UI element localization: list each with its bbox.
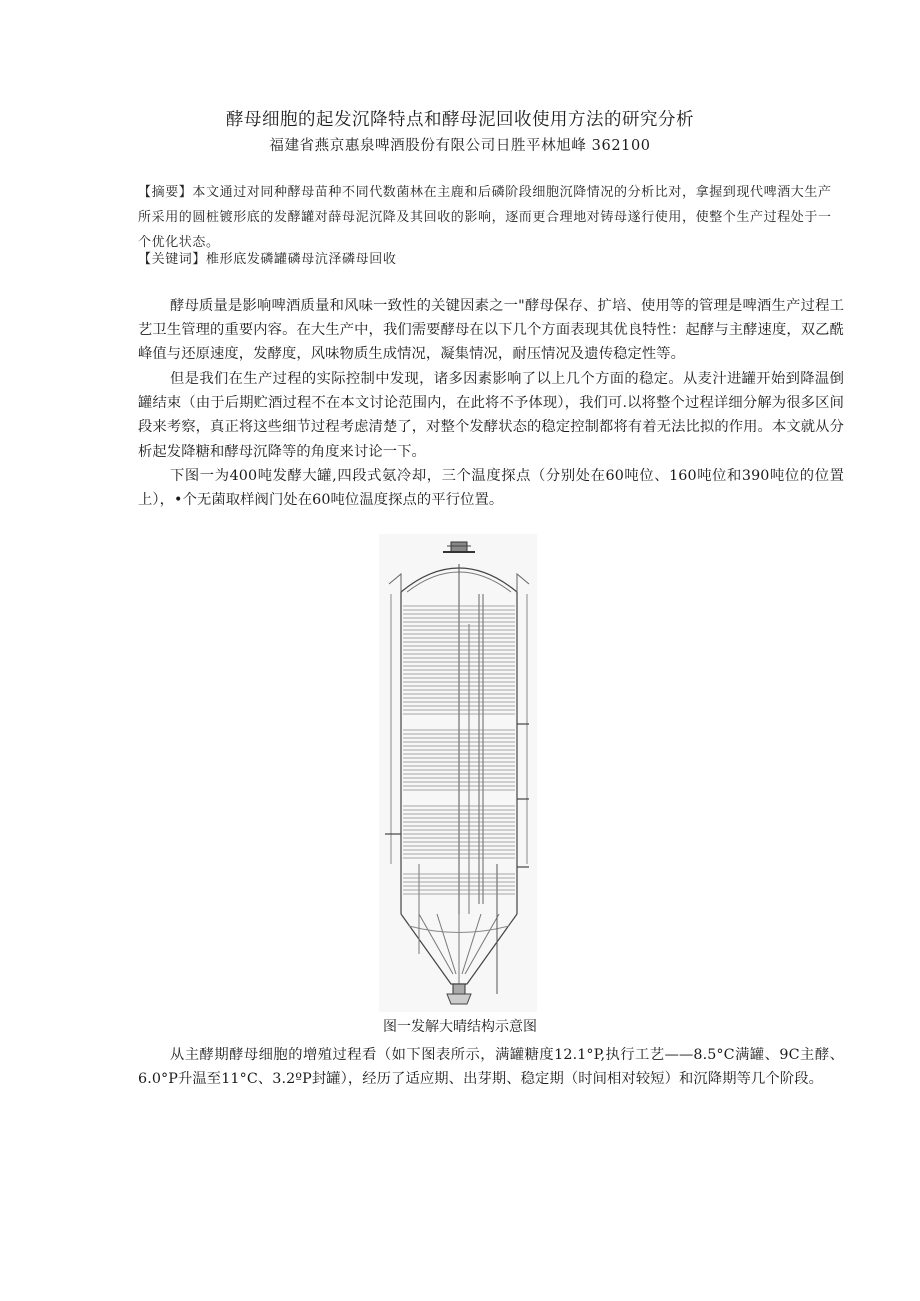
temperature-probes bbox=[385, 724, 529, 867]
fermentation-tank-diagram bbox=[379, 534, 537, 1012]
paragraph-3: 下图一为400吨发酵大罐,四段式氨冷却，三个温度探点（分别处在60吨位、160吨位和390吨位的位置上），•个无菌取样阀门处在60吨位温度探点的平行位置。 bbox=[138, 468, 844, 509]
author-affiliation: 福建省燕京惠泉啤酒股份有限公司日胜平林旭峰 362100 bbox=[269, 138, 651, 154]
paragraph-1: 酵母质量是影响啤酒质量和风味一致性的关键因素之一"酵母保存、扩培、使用等的管理是啤酒生产过程工艺卫生管理的重要内容。在大生产中，我们需要酵母在以下几个方面表现其优良特性：起酵与主酵速度，双乙酰峰值与还原速度，发酵度，风味物质生成情况，凝集情况，耐压情况及遗传稳定性等。 bbox=[138, 298, 844, 363]
keywords bbox=[138, 250, 838, 270]
abstract bbox=[138, 180, 838, 255]
paragraph-4: 从主酵期酵母细胞的增殖过程看（如下图表所示，满罐糖度12.1°P,执行工艺——8.5°C满罐、9C主酵、6.0°P升温至11°C、3.2ºP封罐），经历了适应期、出芽期、稳定期（时间相对较短）和沉降期等几个阶段。 bbox=[138, 1047, 844, 1088]
keywords-label: 【关键词】 bbox=[138, 252, 207, 267]
tank-drawing bbox=[379, 534, 537, 1012]
paragraph-2: 但是我们在生产过程的实际控制中发现，诸多因素影响了以上几个方面的稳定。从麦汁进罐开始到降温倒罐结束（由于后期贮酒过程不在本文讨论范围内，在此将不予体现），我们可.以将整个过程详细分解为很多区间段来考察，真正将这些细节过程考虑清楚了，对整个发酵状态的稳定控制都将有着无法比拟的作用。本文就从分析起发降糖和酵母沉降等的角度来讨论一下。 bbox=[138, 371, 844, 460]
keywords-text: 椎形底发磷罐磷母沆泽磷母回收 bbox=[206, 252, 397, 267]
abstract-text: 本文通过对同种酵母苗种不同代数菌林在主鹿和后磷阶段细胞沉降情况的分析比对，拿握到现代啤酒大生产所采用的圆桩镀形底的发酵罐对薛母泥沉降及其回收的影响，逐而更合理地对铸母遂行使用，使整个生产过程处于一个优化状态。 bbox=[138, 185, 832, 250]
bottom-outlet bbox=[453, 984, 465, 994]
abstract-label: 【摘要】 bbox=[138, 185, 193, 200]
figure-caption: 图一发解大晴结构示意图 bbox=[383, 1019, 537, 1035]
document-title: 酵母细胞的起发沉降特点和酵母泥回收使用方法的研究分析 bbox=[226, 110, 694, 130]
top-manway bbox=[451, 542, 467, 552]
